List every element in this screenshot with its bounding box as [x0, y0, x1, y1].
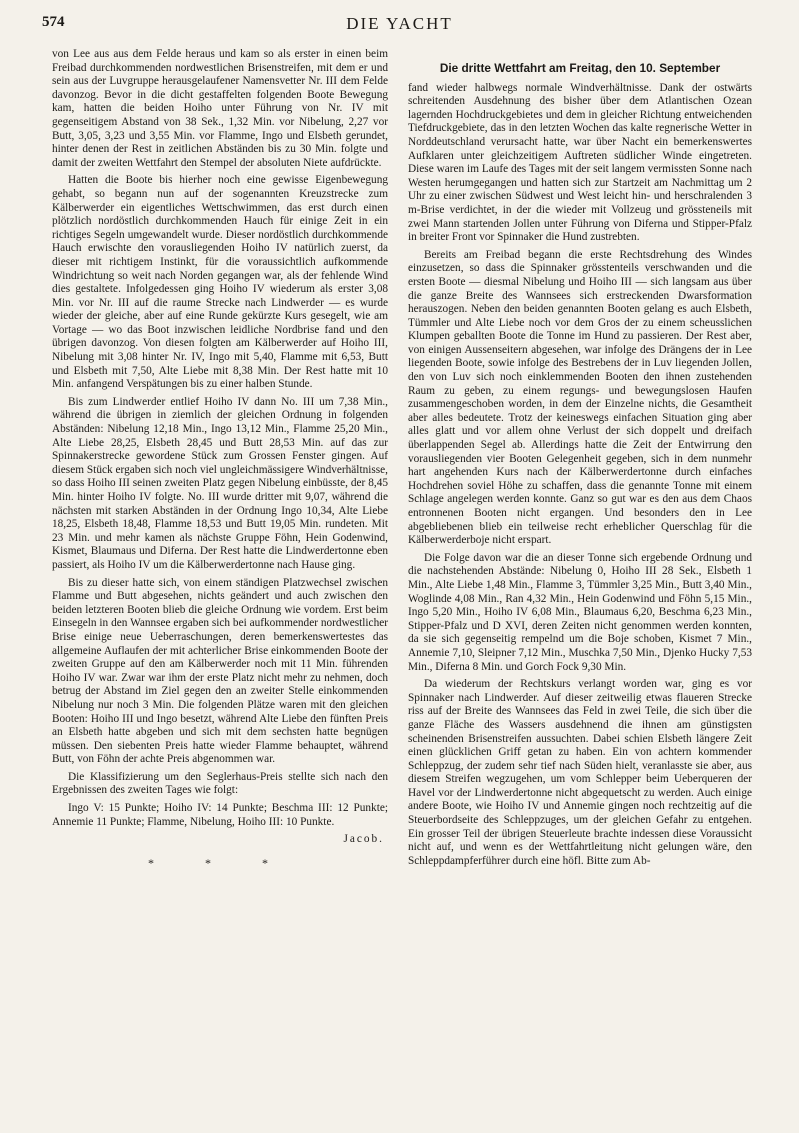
- paragraph: Die Klassifizierung um den Seglerhaus-Preis stellte sich nach den Ergebnissen des zweiten Tages wie folgt:: [52, 770, 388, 797]
- right-column: [408, 48, 752, 872]
- paragraph: Die Folge davon war die an dieser Tonne sich ergebende Ordnung und die nachstehenden Abstände: Nibelung 0, Hoiho III 28 Sek., Elsbeth 1 Min., Alte Liebe 1,48 Min., Flamme 3, Tümmler 3,25 Min., Butt 3,40 Min., Woglinde 4,08 Min., Ran 4,32 Min., Hein Godenwind und Föhn 5,15 Min., Ingo 5,20 Min., Hoiho IV 6,08 Min., Blaumaus 6,20, Beschma 6,23 Min., Stipper-Pfalz und D XVI, deren Zeiten nicht genommen werden konnten, da sie sich gegenseitig rempelnd um die Boje schoben, Kismet 7 Min., Annemie 7,10, Sleipner 7,12 Min., Muschka 7,50 Min., Djenko Hucky 7,53 Min., Diferna 8 Min. und Gorch Fock 9,30 Min.: [408, 551, 752, 673]
- paragraph: Bereits am Freibad begann die erste Rechtsdrehung des Windes einzusetzen, so dass die Spinnaker grösstenteils verschwanden und die ersten Boote — diesmal Nibelung und Hoiho III — sich langsam aus über die ganze Breite des Wannsees sich erstreckenden Dwarsformation herauszogen. Neben den beiden genannten Booten gelang es auch Elsbeth, Tümmler und Alte Liebe noch vor dem Gros der zu einem scheusslichen Klumpen geballten Boote die Tonne im Hund zu passieren. Der Rest aber, von einigen Aussenseitern abgesehen, war infolge des Drängens der in Lee liegenden Boote, sowie infolge des Bestrebens der in Luv liegenden Jollen, den von Luv sich noch einklemmenden Booten den ihnen zustehenden Raum zu geben, zu einem regungs- und bewegungslosen Haufen zusammengeschoben worden, in dem der Einzelne nichts, die Gesamtheit aber alles bedeutete. Trotz der keineswegs einfachen Situation ging aber alles glatt und vor allem ohne Verlust der sich doppelt und dreifach überlappenden Segel ab. Allerdings hatte die Zeit der Entwirrung den vorausliegenden vier Booten Gelegenheit gegeben, sich in dem nunmehr hart angehenden Kurs nach der Kälberwerdertonne durch einfaches Hochdrehen soviel Höhe zu schaffen, dass die genannte Tonne mit einem Schlage angelegen werden konnte. Ganz so gut war es den aus dem Chaos entronnenen Booten nicht ergangen. Und besonders den in Lee abgebliebenen blieb ein teilweise recht erheblicher Querschlag für die Kälberwerderboje nicht erspart.: [408, 248, 752, 547]
- section-divider: * * *: [148, 855, 292, 870]
- running-title: DIE YACHT: [346, 14, 453, 33]
- paragraph: Bis zu dieser hatte sich, von einem ständigen Platzwechsel zwischen Flamme und Butt abgesehen, nichts geändert und auch zwischen den beiden letzteren Booten blieb die gleiche Ordnung wie vordem. Erst beim Einsegeln in den Wannsee ergaben sich bei aufkommender nordwestlicher Brise einige neue Ueberraschungen, deren bemerkenswertestes das allgemeine Auflaufen der mit achterlicher Brise einkommenden Boote der zweiten Gruppe auf den am Kälberwerder noch mit 11 Min. führenden Hoiho IV war. Zwar war ihm der erste Platz nicht mehr zu nehmen, doch betrug der Abstand im Ziel gegen den an zweiter Stelle einkommenden Nibelung nur noch 3 Min. Die folgenden Plätze waren mit den gleichen Booten: Hoiho III und Ingo besetzt, während Alte Liebe den fünften Preis an Elsbeth hatte abgeben und sich mit dem sechsten hatte begnügen müssen. Den siebenten Preis hatte wieder Flamme behauptet, während Butt, von Föhn der achte Preis abgenommen war.: [52, 576, 388, 766]
- paragraph: von Lee aus aus dem Felde heraus und kam so als erster in einen beim Freibad durchkommenden nordwestlichen Brisenstreifen, mit dem er und sein aus der Luvgruppe herausgelaufener Namensvetter Nr. III dem Felde davonzog. Bevor in die dicht gestaffelten folgenden Boote Bewegung kam, hatten die beiden Hoiho unter Führung von Nr. IV mit gegenseitigem Abstand von 38 Sek., 1,32 Min. vor Nibelung, 2,27 vor Butt, 3,05, 3,23 und 3,55 Min. vor Flamme, Ingo und Elsbeth gerundet, hinter denen der Rest in zeitlichen Abständen bis zu 30 Min. folgte und damit der zweiten Wettfahrt den Stempel der absoluten Niete aufdrückte.: [52, 48, 388, 169]
- paragraph: Bis zum Lindwerder entlief Hoiho IV dann No. III um 7,38 Min., während die übrigen in ziemlich der gleichen Ordnung in folgenden Abständen: Nibelung 12,18 Min., Ingo 13,12 Min., Flamme 25,20 Min., Alte Liebe 28,25, Elsbeth 28,45 und Butt 28,53 Min. auf das zur Spinnakerstrecke gewordene Stück zum Grossen Fenster gingen. Auf diesem Stück ergaben sich noch viel ungleichmässigere Windverhältnisse, so dass Hoiho III seinen zweiten Platz gegen Nibelung einbüsste, der 8,45 Min. hinter Hoiho IV folgte. No. III wurde dritter mit 9,07, während die nächsten mit starken Abständen in der Ordnung Ingo 10,34, Alte Liebe 18,25, Elsbeth 18,48, Flamme 18,53 und Butt 19,05 Min. rundeten. Mit 23 Min. und mehr kamen als nächste Gruppe Föhn, Hein Godenwind, Kismet, Blaumaus und Diferna. Der Rest hatte die Lindwerdertonne eben passiert, als Hoiho IV um die Kälberwerdertonne nach Hause ging.: [52, 395, 388, 571]
- paragraph: Da wiederum der Rechtskurs verlangt worden war, ging es vor Spinnaker nach Lindwerder. Auf dieser zeitweilig etwas flaueren Strecke riss auf der Breite des Wannsees das Feld in zwei Teile, die sich über die ganze Fläche des Wassers ausdehnend die ihnen am günstigsten scheinenden Brisenstreifen aussuchten. Dabei schien Elsbeth längere Zeit einen glücklichen Griff getan zu haben. Ein von achtern kommender Schleppzug, der zudem sehr tief nach Süden hielt, veranlasste sie aber, aus diesem Streifen wegzugehen, um vom Schlepper beim Ueberqueren der Havel vor der Lindwerdertonne nicht abgequetscht zu werden. Auch einige andere Boote, wie Hoiho IV und Annemie gingen noch rechtzeitig auf die Steuerbordseite des Schleppzuges, um der gleichen Gefahr zu entgehen. Ein grosser Teil der übrigen Steuerleute brachte indessen diese Voraussicht nicht auf, und wenn es der Wettfahrtleitung nicht gelungen wäre, den Schleppdampferführer durch eine höfl. Bitte zum Ab-: [408, 678, 752, 867]
- author-signature: Jacob.: [343, 833, 384, 846]
- page-header: [42, 14, 757, 38]
- paragraph: Hatten die Boote bis hierher noch eine gewisse Eigenbewegung gehabt, so begann nun auf der sogenannten Kreuzstrecke zum Kälberwerder ein eigentliches Wettschwimmen, das erst durch einen plötzlich nordöstlich durchkommenden Hauch für einige Zeit in ein richtiges Segeln umgewandelt wurde. Dieser nordöstlich durchkommende Hauch erwischte den vorausliegenden Hoiho IV natürlich zuerst, da dieser mit richtigem Instinkt, für die voraussichtlich aufkommende Windrichtung so weit nach Norden gegangen war, als der fehlende Wind dies gestaltete. Infolgedessen ging Hoiho IV wiederum als erster 3,08 Min. vor Nr. III auf die raume Strecke nach Lindwerder — es wurde wieder der gleiche, aber auf eine Runde gekürzte Kurs gesegelt, wie am Vortage — wo das Boot inzwischen leidliche Nordbrise fand und den übrigen davonzog. Von diesen folgten am Kälberwerder auf Hoiho III, Nibelung mit 3,08 hinter Nr. IV, Ingo mit 5,40, Flamme mit 6,53, Butt und Elsbeth mit 7,50, Alte Liebe mit 8,38 Min. Der Rest hatte mit 10 Min. anfangend Verspätungen bis zu einer halben Stunde.: [52, 174, 388, 391]
- page-number: 574: [42, 14, 65, 30]
- paragraph: fand wieder halbwegs normale Windverhältnisse. Dank der ostwärts schreitenden Ausdehnung des bisher über dem Atlantischen Ozean lagernden Hochdruckgebietes und dem in gleicher Richtung entweichenden Tiefdruckgebiete, das in den letzten Wochen das kalte regnerische Wetter in Norddeutschland verursacht hatte, war über Nacht ein bemerkenswertes Aufklaren unter gleichzeitigem Auftreten südlicher Winde eingetreten. Diese waren im Laufe des Tages mit der seit langem vermissten Sonne nach Westen herumgegangen und hatten sich zur Startzeit am Nachmittag um 2 Uhr zu einer zwischen Südwest und West leicht hin- und herschralenden 3 m-Brise verdichtet, in der die wieder mit Vollzeug und grössteneils mit zwei Mann startenden Jollen unter Führung von Diferna und Stipper-Pfalz in breiter Front vor Spinnaker die Hund zustrebten.: [408, 81, 752, 244]
- classification-results: Ingo V: 15 Punkte; Hoiho IV: 14 Punkte; Beschma III: 12 Punkte; Annemie 11 Punkte; Flamme, Nibelung, Hoiho III: 10 Punkte.: [52, 802, 388, 828]
- section-heading: Die dritte Wettfahrt am Freitag, den 10. September: [439, 61, 721, 75]
- left-column: [52, 48, 388, 870]
